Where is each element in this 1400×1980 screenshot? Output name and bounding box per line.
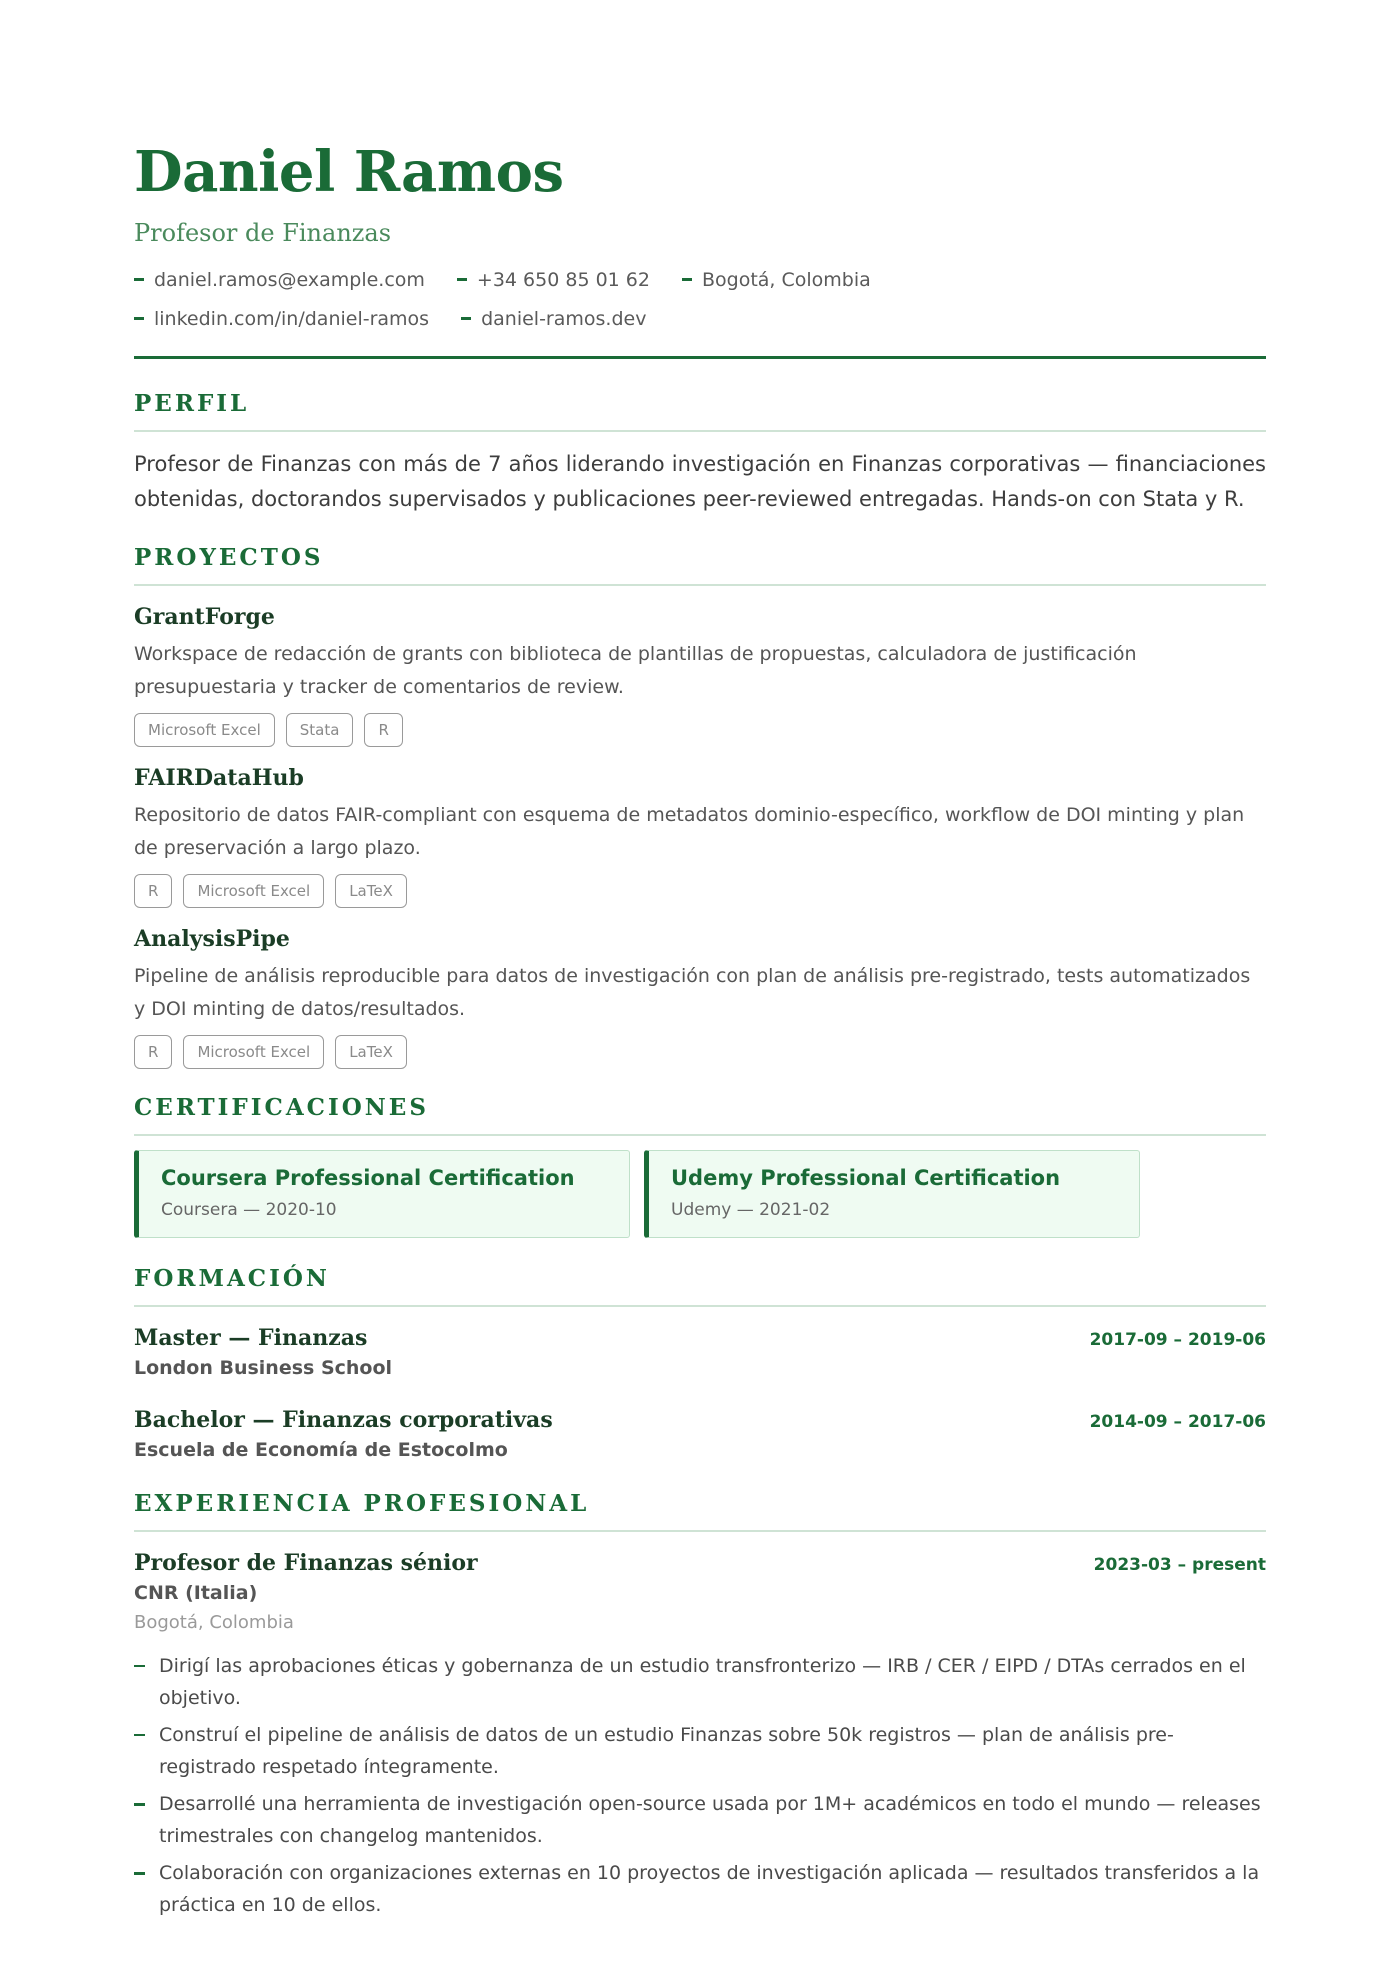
- project-description: Repositorio de datos FAIR-compliant con esquema de metadatos dominio-específico, workflow de DOI minting y plan de preservación a largo plazo.: [134, 804, 1245, 859]
- dash-icon: [682, 278, 692, 281]
- degree-title: Master — Finanzas: [134, 1325, 368, 1351]
- certification-meta: Udemy — 2021-02: [671, 1200, 831, 1220]
- education-dates: 2017-09 – 2019-06: [1089, 1330, 1266, 1350]
- achievement-item: Desarrollé una herramienta de investigación open-source usada por 1M+ académicos en todo el mundo — releases trimestrales con changelog mantenidos.: [134, 1788, 1266, 1852]
- education-item: [134, 1405, 1266, 1463]
- company-name: CNR (Italia): [134, 1582, 258, 1604]
- tech-tag: Microsoft Excel: [183, 1035, 324, 1069]
- project-description: Pipeline de análisis reproducible para datos de investigación con plan de análisis pre-registrado, tests automatizados y DOI minting de datos/resultados.: [134, 965, 1251, 1020]
- project-description: Workspace de redacción de grants con biblioteca de plantillas de propuestas, calculadora de justificación presupuestaria y tracker de comentarios de review.: [134, 643, 1137, 698]
- tech-tag: Microsoft Excel: [183, 874, 324, 908]
- achievement-item: Dirigí las aprobaciones éticas y gobernanza de un estudio transfronterizo — IRB / CER / EIPD / DTAs cerrados en el objetivo.: [134, 1650, 1266, 1714]
- projects-section: [134, 543, 1266, 1069]
- certification-card: [134, 1150, 630, 1238]
- profile-section: [134, 389, 1266, 517]
- dash-icon: [134, 1872, 145, 1875]
- contact-phone[interactable]: +34 650 85 01 62: [457, 260, 650, 299]
- dash-icon: [461, 317, 471, 320]
- dash-icon: [134, 1734, 145, 1736]
- tech-tag: Stata: [286, 713, 354, 747]
- section-divider: [134, 1530, 1266, 1532]
- resume-header: [134, 138, 1266, 359]
- dash-icon: [134, 317, 144, 320]
- section-divider: [134, 1305, 1266, 1307]
- tech-tag: LaTeX: [335, 1035, 407, 1069]
- profile-summary: Profesor de Finanzas con más de 7 años liderando investigación en Finanzas corporativas — financiaciones obtenidas, doctorandos supervisados y publicaciones peer-reviewed entregadas. Hands-on con Stata y R.: [134, 452, 1266, 511]
- tech-tag: Microsoft Excel: [134, 713, 275, 747]
- dash-icon: [134, 1803, 145, 1806]
- school-name: London Business School: [134, 1357, 393, 1379]
- tech-tag: R: [134, 1035, 172, 1069]
- project-tags: [134, 713, 1266, 747]
- job-role: Profesor de Finanzas sénior: [134, 1550, 478, 1576]
- project-tags: [134, 874, 1266, 908]
- education-dates: 2014-09 – 2017-06: [1089, 1412, 1266, 1432]
- project-item: [134, 602, 1266, 747]
- achievement-item: Colaboración con organizaciones externas en 10 proyectos de investigación aplicada — resultados transferidos a la práctica en 10 de ellos.: [134, 1857, 1266, 1921]
- section-heading: PERFIL: [134, 390, 250, 417]
- certification-list: [134, 1150, 1266, 1238]
- certification-meta: Coursera — 2020-10: [161, 1200, 337, 1220]
- section-heading: PROYECTOS: [134, 544, 324, 571]
- project-name: GrantForge: [134, 604, 275, 630]
- section-heading: EXPERIENCIA PROFESIONAL: [134, 1490, 590, 1517]
- candidate-name: Daniel Ramos: [134, 139, 564, 205]
- contact-location: Bogotá, Colombia: [682, 260, 871, 299]
- certification-name: Coursera Professional Certification: [161, 1166, 575, 1190]
- dash-icon: [457, 278, 467, 281]
- achievement-list: [134, 1650, 1266, 1921]
- job-location: Bogotá, Colombia: [134, 1612, 294, 1633]
- experience-item: [134, 1548, 1266, 1921]
- project-name: FAIRDataHub: [134, 765, 304, 791]
- job-dates: 2023-03 – present: [1093, 1555, 1266, 1575]
- tech-tag: R: [364, 713, 402, 747]
- section-heading: CERTIFICACIONES: [134, 1094, 429, 1121]
- education-item: [134, 1323, 1266, 1381]
- achievement-item: Construí el pipeline de análisis de datos de un estudio Finanzas sobre 50k registros — plan de análisis pre-registrado respetado íntegramente.: [134, 1719, 1266, 1783]
- education-section: [134, 1264, 1266, 1463]
- project-item: [134, 924, 1266, 1069]
- degree-title: Bachelor — Finanzas corporativas: [134, 1407, 553, 1433]
- section-divider: [134, 584, 1266, 586]
- project-tags: [134, 1035, 1266, 1069]
- contact-linkedin[interactable]: linkedin.com/in/daniel-ramos: [134, 299, 429, 338]
- header-divider: [134, 356, 1266, 359]
- dash-icon: [134, 1665, 145, 1667]
- contact-list: [134, 260, 1134, 338]
- contact-website[interactable]: daniel-ramos.dev: [461, 299, 646, 338]
- section-divider: [134, 430, 1266, 432]
- section-heading: FORMACIÓN: [134, 1265, 330, 1292]
- tech-tag: R: [134, 874, 172, 908]
- project-item: [134, 763, 1266, 908]
- certification-card: [644, 1150, 1140, 1238]
- section-divider: [134, 1134, 1266, 1136]
- tech-tag: LaTeX: [335, 874, 407, 908]
- school-name: Escuela de Economía de Estocolmo: [134, 1439, 508, 1461]
- candidate-title: Profesor de Finanzas: [134, 219, 392, 247]
- project-name: AnalysisPipe: [134, 926, 290, 952]
- experience-section: [134, 1489, 1266, 1921]
- certifications-section: [134, 1093, 1266, 1238]
- dash-icon: [134, 278, 144, 281]
- certification-name: Udemy Professional Certification: [671, 1166, 1061, 1190]
- contact-email[interactable]: daniel.ramos@example.com: [134, 260, 425, 299]
